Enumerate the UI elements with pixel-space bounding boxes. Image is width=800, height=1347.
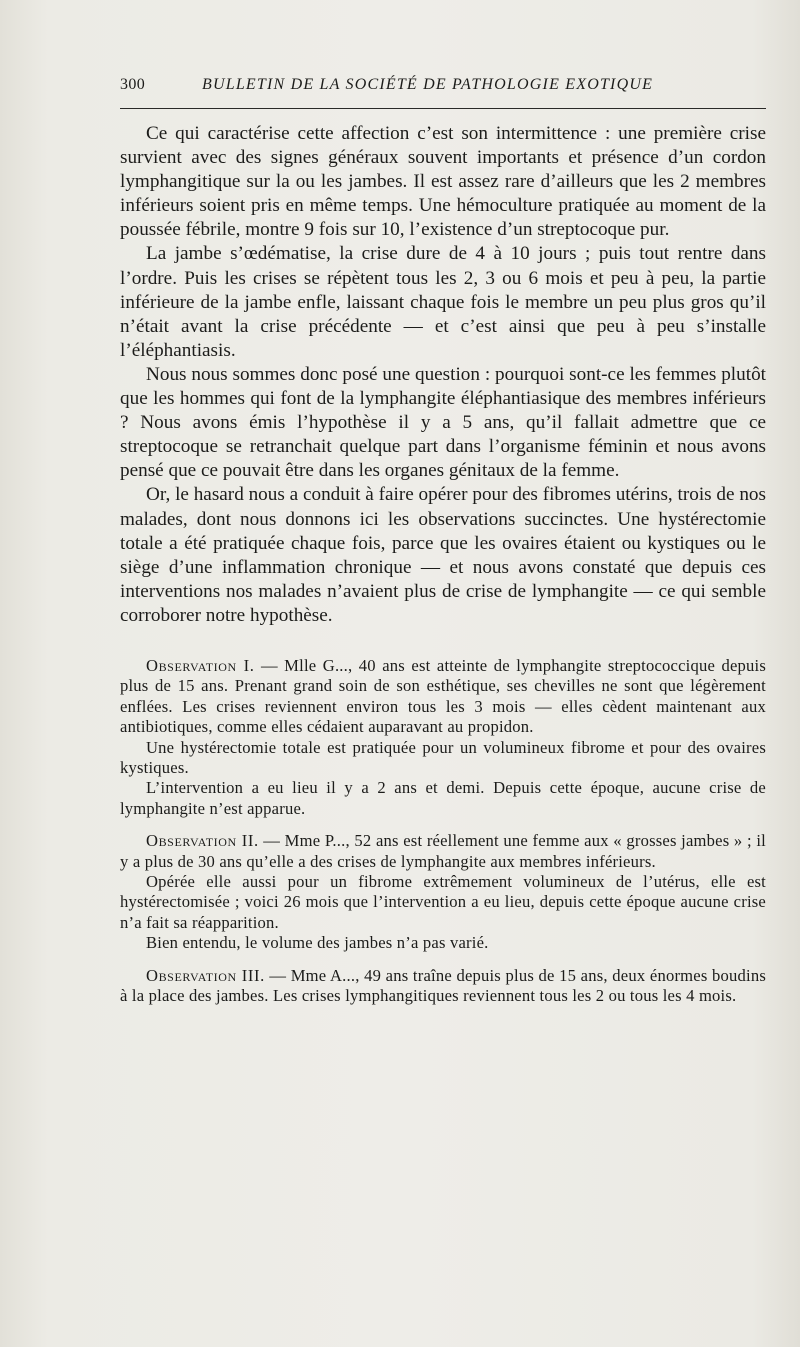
observation-1-intro [120,656,766,738]
header-rule [120,108,766,109]
observation-3-text: — Mme A..., 49 ans traîne depuis plus de 15 ans, deux énormes boudins à la place des jambes. Les crises lymphangitiques reviennent tous les 2 ou tous les 4 mois. [120,965,767,1006]
observation-3-heading: Observation III. [146,965,265,985]
observation-2-heading: Observation II. [146,831,259,851]
observation-1-text: — Mlle G..., 40 ans est atteinte de lymphangite streptococcique depuis plus de 15 ans. Prenant grand soin de son esthétique, ses chevilles ne sont que légèrement enflées. Les crises reviennent environ tous les 3 mois — elles cèdent maintenant aux antibiotiques, comme elles cédaient auparavant au propidon. [120,655,766,737]
running-title: BULLETIN DE LA SOCIÉTÉ DE PATHOLOGIE EXOTIQUE [202,76,654,93]
article-body [120,122,766,1006]
page-header [120,76,766,104]
observation-3-intro [120,966,766,1007]
paragraph-hasard: Or, le hasard nous a conduit à faire opérer pour des fibromes utérins, trois de nos malades, dont nous donnons ici les observations succinctes. Une hystérectomie totale a été pratiquée chaque fois, parce que les ovaires étaient ou kystiques ou le siège d’une inflammation chronique — et nous avons constaté que depuis ces interventions nos malades n’avaient plus de crise de lymphangite — ce qui semble corroborer notre hypothèse. [120,484,766,626]
observation-1-paragraph-2: Une hystérectomie totale est pratiquée pour un volumineux fibrome et pour des ovaires kystiques. [120,737,766,777]
page-number: 300 [120,76,146,93]
paragraph-intermittence: Ce qui caractérise cette affection c’est son intermittence : une première crise survient avec des signes généraux souvent importants et présence d’un cordon lymphangitique sur la ou les jambes. Il est assez rare d’ailleurs que les 2 membres inférieurs soient pris en même temps. Une hémoculture pratiquée au moment de la poussée fébrile, montre 9 fois sur 10, l’existence d’un streptocoque pur. [120,123,766,241]
observation-2-text: — Mme P..., 52 ans est réellement une femme aux « grosses jambes » ; il y a plus de 30 ans qu’elle a des crises de lymphangite aux membres inférieurs. [120,831,766,871]
observation-2-paragraph-3: Bien entendu, le volume des jambes n’a pas varié. [146,933,489,953]
observation-2-intro [120,831,766,872]
observation-1-heading: Observation I. [146,655,255,675]
paragraph-crise: La jambe s’œdématise, la crise dure de 4 à 10 jours ; puis tout rentre dans l’ordre. Puis les crises se répètent tous les 2, 3 ou 6 mois et peu à peu, la partie inférieure de la jambe enfle, laissant chaque fois le membre un peu plus gros qu’il n’était avant la crise précédente — et c’est ainsi que peu à peu s’installe l’éléphantiasis. [120,243,766,361]
paragraph-question: Nous nous sommes donc posé une question : pourquoi sont-ce les femmes plutôt que les hommes qui font de la lymphangite éléphantiasique des membres inférieurs ? Nous avons émis l’hypothèse il y a 5 ans, qu’il fallait admettre que ce streptocoque se retranchait quelque part dans l’organisme féminin et nous avons pensé que ce pouvait être dans les organes génitaux de la femme. [120,363,766,482]
observation-2-paragraph-2: Opérée elle aussi pour un fibrome extrêmement volumineux de l’utérus, elle est hystérectomisée ; voici 26 mois que l’intervention a eu lieu, depuis cette époque aucune crise n’a fait sa réapparition. [120,872,766,932]
observation-1-paragraph-3: L’intervention a eu lieu il y a 2 ans et demi. Depuis cette époque, aucune crise de lymphangite n’est apparue. [120,778,766,818]
section-gap [120,628,766,656]
